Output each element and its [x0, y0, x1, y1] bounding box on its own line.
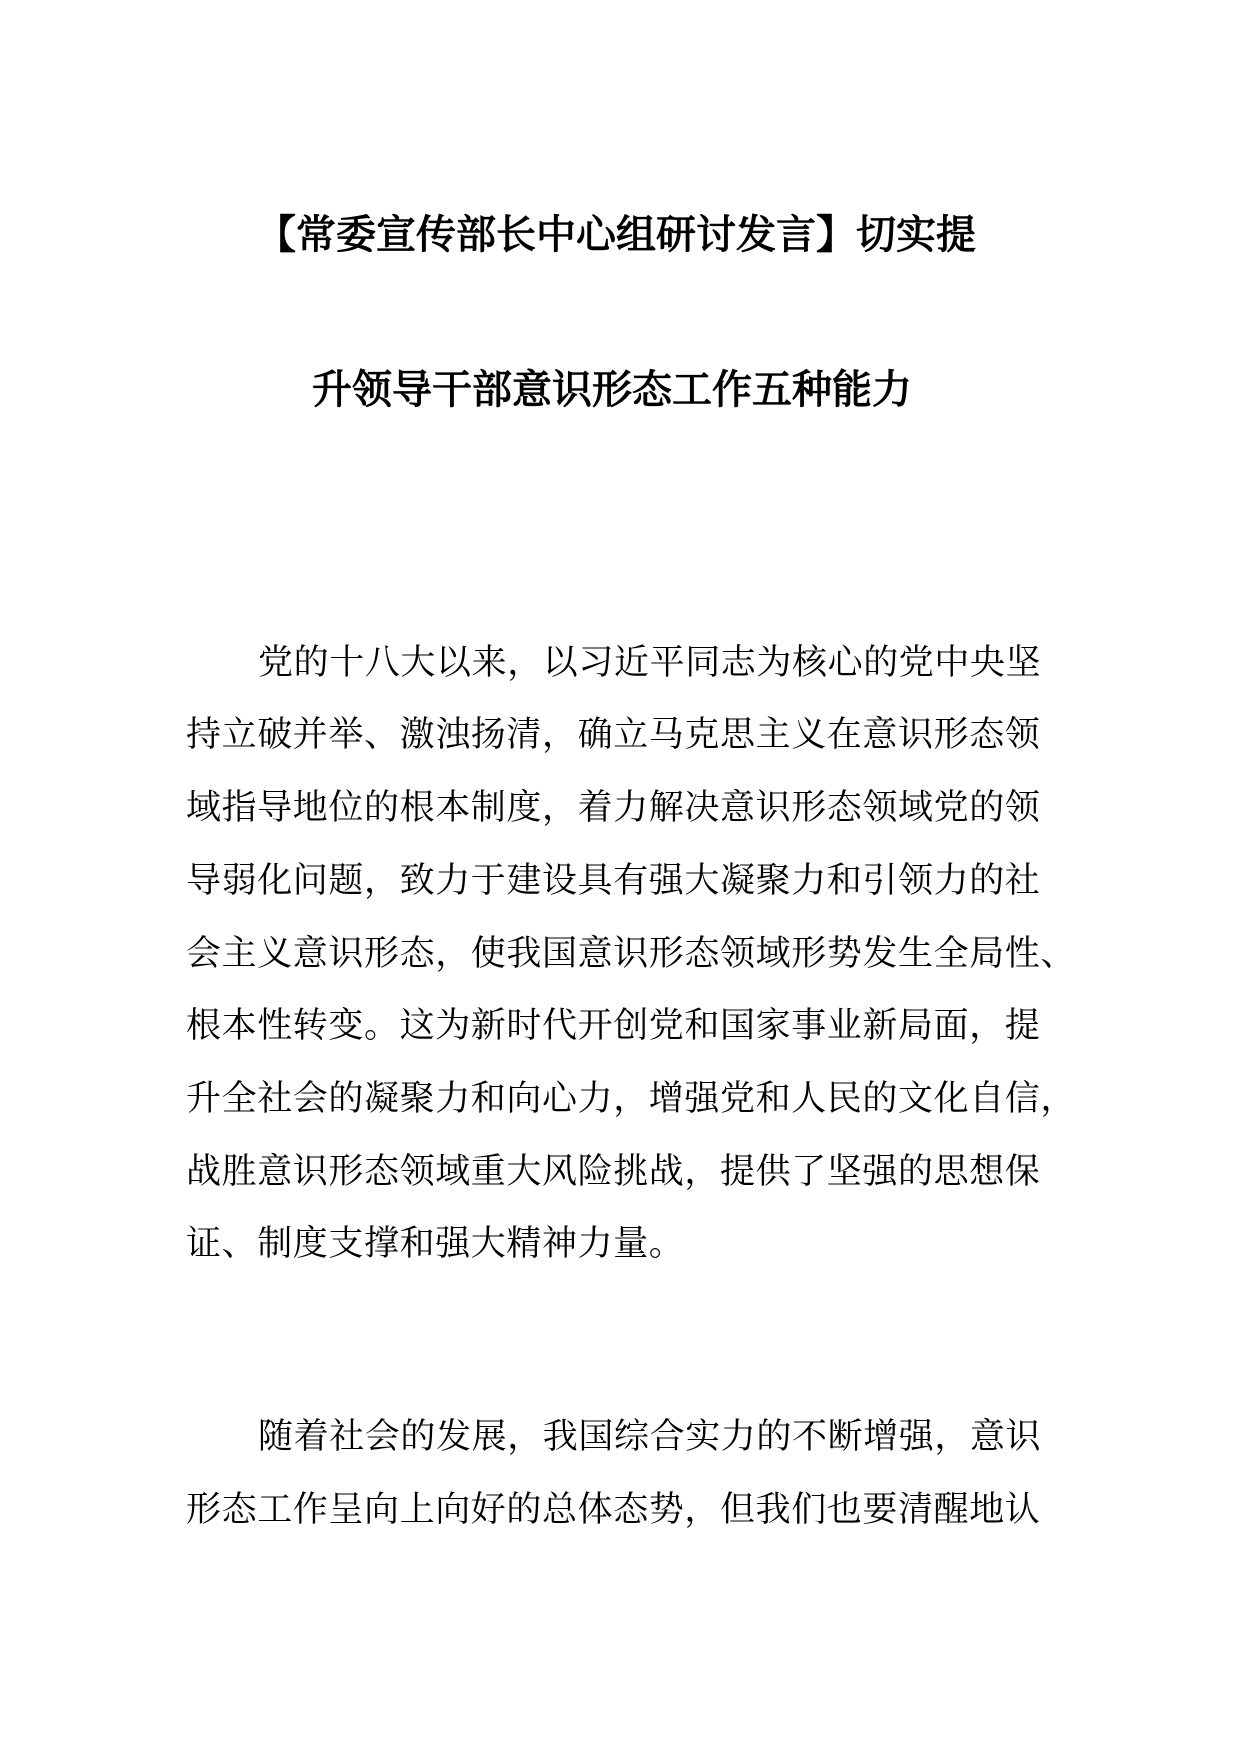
paragraph-1-line-2: 持立破并举、激浊扬清，确立马克思主义在意识形态领: [186, 715, 1041, 755]
paragraph-1-line-8: 战胜意识形态领域重大风险挑战，提供了坚强的思想保: [186, 1152, 1041, 1192]
paragraph-2-line-1: 随着社会的发展，我国综合实力的不断增强，意识: [258, 1417, 1042, 1457]
paragraph-1-line-6: 根本性转变。这为新时代开创党和国家事业新局面，提: [186, 1006, 1041, 1046]
title-line-2: 升领导干部意识形态工作五种能力: [312, 367, 912, 413]
paragraph-1-line-3: 域指导地位的根本制度，着力解决意识形态领域党的领: [186, 788, 1041, 828]
paragraph-2-line-2: 形态工作呈向上向好的总体态势，但我们也要清醒地认: [186, 1490, 1041, 1530]
paragraph-1-line-4: 导弱化问题，致力于建设具有强大凝聚力和引领力的社: [186, 861, 1041, 901]
title-line-1: 【常委宣传部长中心组研讨发言】切实提: [256, 212, 976, 258]
paragraph-1-line-5: 会主义意识形态，使我国意识形态领域形势发生全局性、: [186, 934, 1077, 974]
paragraph-1-line-9: 证、制度支撑和强大精神力量。: [186, 1224, 685, 1264]
paragraph-1-line-1: 党的十八大以来，以习近平同志为核心的党中央坚: [258, 643, 1042, 683]
paragraph-1-line-7: 升全社会的凝聚力和向心力，增强党和人民的文化自信，: [186, 1079, 1077, 1119]
